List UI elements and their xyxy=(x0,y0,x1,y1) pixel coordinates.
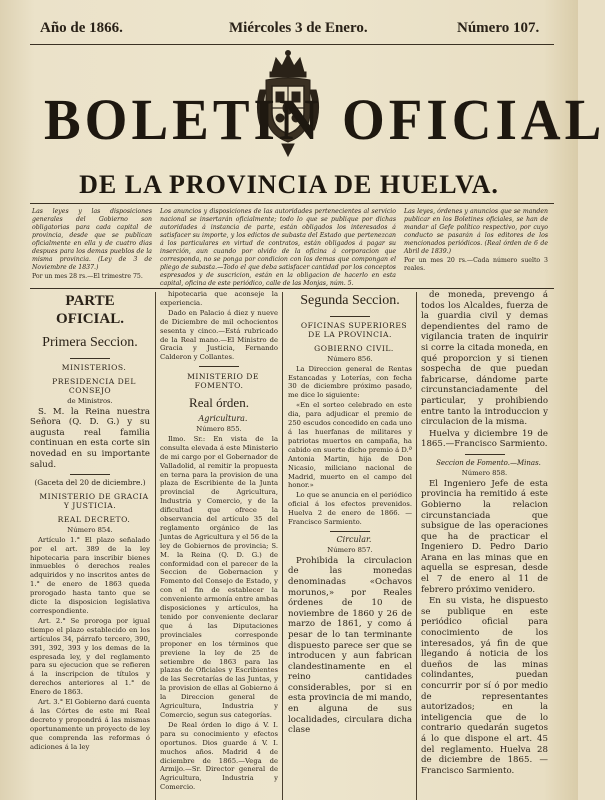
notice-856-body-1: La Direccion general de Rentas Estancadas y Loterías, con fecha 30 de diciembre próximo pasado, me dice lo siguiente: xyxy=(288,364,412,400)
royal-health-text: S. M. la Reina nuestra Señora (Q. D. G.) y su augusta real familia continuan en esta corte sin novedad en su importante salud. xyxy=(30,406,150,470)
presidencia-sub: de Ministros. xyxy=(67,396,113,405)
columns-rule xyxy=(30,288,554,289)
fomento-heading: MINISTERIO DE FOMENTO. xyxy=(187,372,259,391)
circular-heading: Circular. xyxy=(336,534,372,544)
separator xyxy=(330,316,370,317)
decree-number: Número 854. xyxy=(67,525,113,534)
real-decreto-heading: REAL DECRETO. xyxy=(57,514,131,524)
intro-left-price: Por un mes 28 rs.—El trimestre 75. xyxy=(32,273,143,280)
column-1 xyxy=(30,290,150,798)
article-1: Artículo 1.° El plazo señalado por el art. 389 de la ley hipotecaria para inscribir bienes inmuebles ó derechos reales adquiridos y no inscritos antes de 1.° de enero de 1863 queda prorogado hasta tanto que se dicte la disposicion legislativa correspondiente. xyxy=(30,535,150,615)
intro-right xyxy=(404,208,548,286)
parte-oficial-heading: PARTE OFICIAL. xyxy=(56,293,124,327)
ministerios-heading: MINISTERIOS. xyxy=(61,363,127,372)
gobierno-civil-heading: GOBIERNO CIVIL. xyxy=(314,343,394,353)
presidencia-heading: PRESIDENCIA DEL CONSEJO xyxy=(52,376,136,395)
segunda-seccion-heading: Segunda Seccion. xyxy=(300,293,400,308)
gracia-justicia-heading: MINISTERIO DE GRACIA Y JUSTICIA. xyxy=(39,492,149,510)
separator xyxy=(330,531,370,532)
real-orden-heading: Real órden. xyxy=(189,395,249,411)
notice-number-857: Número 857. xyxy=(327,545,373,554)
intro-left-text: Las leyes y las disposiciones generales del Gobierno son obligatorias para cada capital de provincia, desde que se publican oficialmente en ella y de cuatro dias despues para los demas pueblos de la misma provincia. (Ley de 3 de Noviembre de 1837.) xyxy=(32,208,152,271)
minas-body-1: El Ingeniero Jefe de esta provincia ha remitido á este Gobierno la relacion circunstanciada que subsigue de las operaciones que ha de practicar el Ingeniero D. Pedro Dario Arana en las minas que en aquella se espresan, desde el 7 de enero al 11 de febrero próximo venidero. xyxy=(421,478,548,595)
intro-center xyxy=(160,208,396,286)
column-divider-1 xyxy=(155,292,156,800)
circular-continuation: de moneda, prevengo á todos los Alcaldes, fuerza de la guardia civil y demas dependientes del ramo de vigilancia traten de inquirir si corre la citada moneda, en qué proporcion y si tienen sospecha de que puedan fabricarse, dándome parte circunstanciadamente del particular, y prohibiendo entre tanto la introduccion y circulacion de la misma. xyxy=(421,290,548,428)
orden-body-2: De Real órden lo digo á V. I. para su conocimiento y efectos oportunos. Dios guarde á V. I. muchos años. Madrid 4 de diciembre de 1865.—Vega de Armijo.—Sr. Director general de Agricultura, Industria y Comercio. xyxy=(160,720,278,792)
column-divider-3 xyxy=(416,292,417,800)
separator xyxy=(199,366,239,367)
issue-line xyxy=(34,20,550,42)
notice-856-body-2: «En el sorteo celebrado en este dia, para adjudicar el premio de 250 escudos concedido en cada uno á las huerfanas de militares y patriotas muertos en campaña, ha cabido en suerte dicho premio á D.ª Antonia Martin, hija de Don Nicasio, miliciano nacional de Madrid, muerto en el campo del honor.» xyxy=(288,401,412,490)
agricultura-heading: Agricultura. xyxy=(198,414,248,424)
column-2 xyxy=(160,290,278,798)
column-4 xyxy=(421,290,548,798)
notice-number-856: Número 856. xyxy=(327,354,373,363)
column-divider-2 xyxy=(282,292,283,800)
header-rule-bottom xyxy=(30,203,554,204)
gazette-reference: (Gaceta del 20 de diciembre.) xyxy=(34,478,146,488)
orden-body-1: Ilmo. Sr.: En vista de la consulta elevada á este Ministerio de mi cargo por el Gobernador de Valladolid, al remitir la propuesta en terna para la provision de una plaza de Escribiente de la Junta provincial de Agricultura, Industria y Comercio, y de la dificultad que ofrece la observancia del artículo 35 del reglamento orgánico de las Juntas de Agricultura y el 56 de la ley de Gobiernos de provincia; S. M. la Reina (Q. D. G.) de conformidad con el parecer de la Seccion de Gobernacion y Fomento del Consejo de Estado, y con el fin de establecer la conveniente armonía entre ambas disposiciones y artículos, ha tenido por conveniente declarar que á las Diputaciones provinciales corresponde proponer en los términos que previene la ley de 25 de setiembre de 1863 para las plazas de Oficiales y Escribientes de las Secretarías de las Juntas, y la provision de ellas al Gobierno á la Direccion general de Agricultura, Industria y Comercio, segun sus categorías. xyxy=(160,434,279,719)
issue-year: Año de 1866. xyxy=(40,20,123,36)
primera-seccion-heading: Primera Seccion. xyxy=(42,335,138,350)
issue-number: Número 107. xyxy=(457,20,540,36)
header-rule-top xyxy=(30,44,554,45)
fomento-minas-heading: Seccion de Fomento.—Minas. xyxy=(436,458,541,467)
minas-body-2: En su vista, he dispuesto se publique en este periódico oficial para conocimiento de los interesados, yá fin de que llegando á noticia de los dueños de las minas colindantes, puedan concurrir por sí ó por medio de representantes autorizados; en la inteligencia que de lo contrario quedarán sugetos á lo que dispone el art. 45 del reglamento. Huelva 28 de diciembre de 1865. —Francisco Sarmiento. xyxy=(421,596,548,776)
column-3 xyxy=(288,290,412,798)
decree-continuation: hipotecaria que aconseje la experiencia. xyxy=(160,290,278,307)
oficinas-heading: OFICINAS SUPERIORES DE LA PROVINCIA. xyxy=(300,321,408,339)
orden-number: Número 855. xyxy=(196,424,242,433)
notice-856-body-3: Lo que se anuncia en el periódico oficial á los efectos prevenidos. Huelva 2 de enero de 1866. —Francisco Sarmiento. xyxy=(288,491,412,527)
masthead-right: OFICIAL xyxy=(342,87,605,152)
separator xyxy=(70,474,110,475)
article-3: Art. 3.° El Gobierno dará cuenta á las Córtes de este mi Real decreto y propondrá á las mismas oportunamente un proyecto de ley que comprenda las reformas ó adiciones á la ley xyxy=(30,698,150,751)
circular-signature: Huelva y diciembre 19 de 1865.—Francisco Sarmiento. xyxy=(421,428,548,450)
separator xyxy=(465,454,505,455)
intro-right-text: Las leyes, órdenes y anuncios que se manden publicar en los Boletines oficiales, se han de mandar al Gefe político respectivo, por cuyo conducto se pasarán á los editores de los mencionados periódicos. (Real órden de 6 de Abril de 1839.) xyxy=(404,208,548,255)
masthead-subtitle: DE LA PROVINCIA DE HUELVA. xyxy=(79,170,499,199)
separator xyxy=(70,358,110,359)
masthead-left: BOLETIN xyxy=(44,87,323,152)
notice-number-858: Número 858. xyxy=(461,468,508,477)
decree-dated: Dado en Palacio á diez y nueve de Diciembre de mil ochocientos sesenta y cinco.—Está rubricado de la Real mano.—El Ministro de Gracia y Justicia, Fernando Calderon y Collantes. xyxy=(160,308,278,362)
article-2: Art. 2.° Se proroga por igual tiempo el plazo establecido en los artículos 34, párrafo tercero, 390, 391, 392, 393 y los demas de la espresada ley, y del reglamento para su ejecucion que se refieren á la inscripcion de títulos y derechos anteriores al 1.° de Enero de 1863. xyxy=(30,616,150,697)
issue-date: Miércoles 3 de Enero. xyxy=(229,20,368,36)
intro-left xyxy=(32,208,152,286)
intro-center-text: Los anuncios y disposiciones de las autoridades pertenecientes al servicio nacional se insertarán oficialmente; todo lo que se publique por dichas autoridades á instancia de parte, están obligados los interesados á satisfacer su importe, y los edictos de subasta del Estado que pertenezcan á los particulares en virtud de contratos, están obligados á pagar su inserción, aun cuando por olvido de la oficina á corporacion que corresponda, no se ponga por condicion con los demas que compongan el pliego de subasta.—Todo el que deba satisfacer cantidad por los conceptos espresados y de suscricion, están en la obligacion de hacerlo en esta capital, oficina de este periódico, calle de las Monjas, núm. 5. xyxy=(160,208,396,287)
circular-body: Prohibida la circulacion de las monedas denominadas «Ochavos morunos,» por Reales órdenes de 10 de noviembre de 1860 y 26 de marzo de 1861, y como á pesar de lo tan terminante dispuesto parece ser que se introducen y aun fabrican clandestinamente en el reino cantidades considerables, por si en esta provincia de mi mando, en alguna de sus localidades, circulara dicha clase xyxy=(288,555,412,736)
intro-right-price: Por un mes 20 rs.—Cada número suelto 3 reales. xyxy=(404,257,548,272)
